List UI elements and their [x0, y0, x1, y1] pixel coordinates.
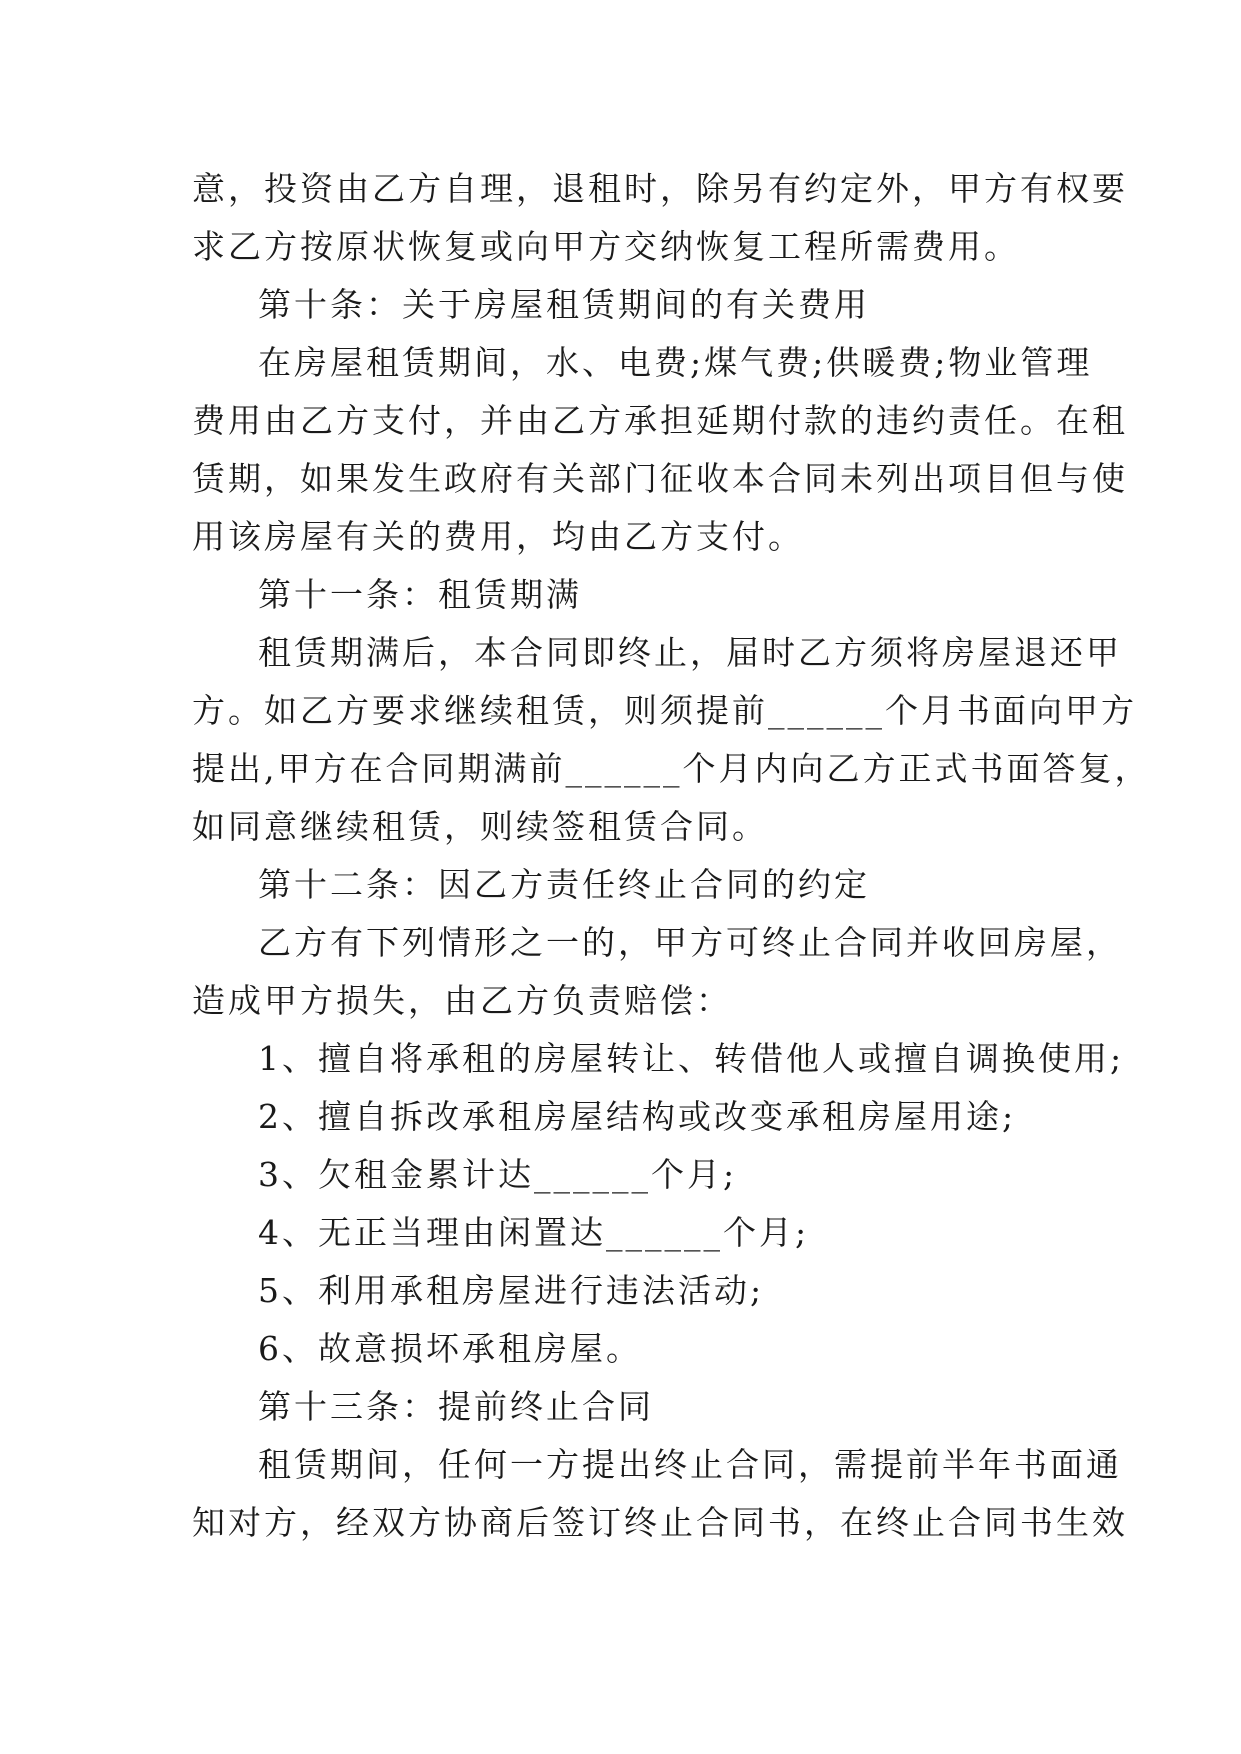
article-heading: 第十三条：提前终止合同	[258, 1387, 654, 1426]
text-line: 租赁期间，任何一方提出终止合同，需提前半年书面通	[258, 1445, 1122, 1484]
article-heading: 第十二条：因乙方责任终止合同的约定	[258, 865, 870, 904]
text-line: 用该房屋有关的费用，均由乙方支付。	[192, 517, 804, 556]
article-heading: 第十条：关于房屋租赁期间的有关费用	[258, 285, 870, 324]
text-line: 费用由乙方支付，并由乙方承担延期付款的违约责任。在租	[192, 401, 1128, 440]
text-line: 知对方，经双方协商后签订终止合同书，在终止合同书生效	[192, 1503, 1128, 1542]
list-item: 6、故意损坏承租房屋。	[258, 1329, 642, 1368]
text-line: 租赁期满后，本合同即终止，届时乙方须将房屋退还甲	[258, 633, 1122, 672]
text-line: 如同意继续租赁，则续签租赁合同。	[192, 807, 768, 846]
text-line: 造成甲方损失，由乙方负责赔偿：	[192, 981, 732, 1020]
list-item: 4、无正当理由闲置达______个月;	[258, 1213, 810, 1252]
text-line: 赁期，如果发生政府有关部门征收本合同未列出项目但与使	[192, 459, 1128, 498]
text-line: 意，投资由乙方自理，退租时，除另有约定外，甲方有权要	[192, 169, 1128, 208]
text-line: 求乙方按原状恢复或向甲方交纳恢复工程所需费用。	[192, 227, 1020, 266]
list-item: 1、擅自将承租的房屋转让、转借他人或擅自调换使用;	[258, 1039, 1125, 1078]
list-item: 3、欠租金累计达______个月;	[258, 1155, 738, 1194]
list-item: 5、利用承租房屋进行违法活动;	[258, 1271, 765, 1310]
text-line: 方。如乙方要求继续租赁，则须提前______个月书面向甲方	[192, 691, 1137, 730]
article-heading: 第十一条：租赁期满	[258, 575, 582, 614]
list-item: 2、擅自拆改承租房屋结构或改变承租房屋用途;	[258, 1097, 1017, 1136]
document-body	[192, 160, 1151, 1552]
text-line: 在房屋租赁期间，水、电费;煤气费;供暖费;物业管理	[258, 343, 1093, 382]
text-line: 提出,甲方在合同期满前______个月内向乙方正式书面答复，	[192, 749, 1151, 788]
text-line: 乙方有下列情形之一的，甲方可终止合同并收回房屋，	[258, 923, 1122, 962]
